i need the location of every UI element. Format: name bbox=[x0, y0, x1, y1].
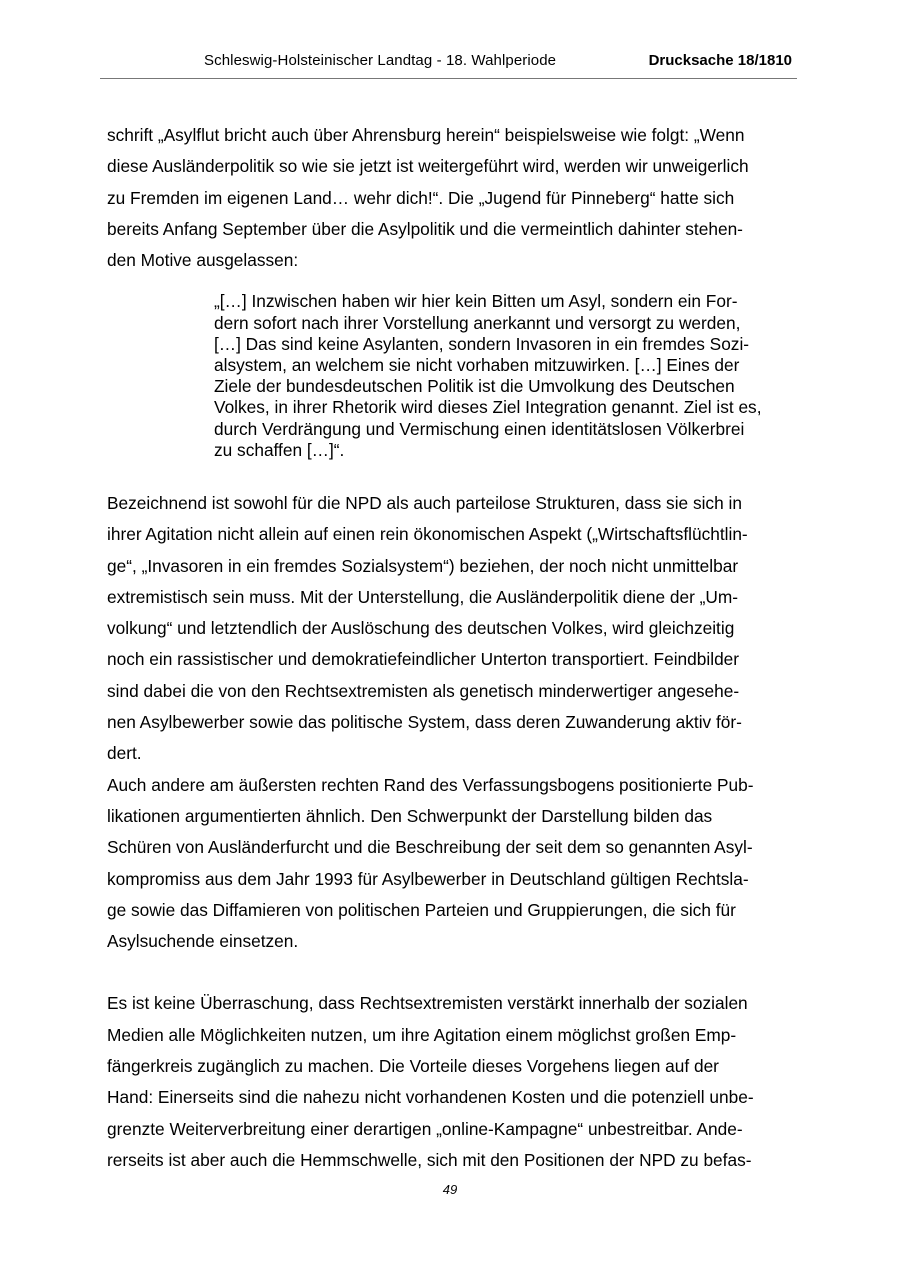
text-line: nen Asylbewerber sowie das politische System, dass deren Zuwanderung aktiv för- bbox=[107, 712, 742, 733]
text-line: noch ein rassistischer und demokratiefeindlicher Unterton transportiert. Feindbilder bbox=[107, 649, 740, 670]
text-line: sind dabei die von den Rechtsextremisten als genetisch minderwertiger angesehe- bbox=[107, 680, 740, 701]
text-line: rerseits ist aber auch die Hemmschwelle, sich mit den Positionen der NPD zu befas- bbox=[107, 1149, 752, 1170]
block-quote bbox=[214, 291, 797, 461]
text-line: diese Ausländerpolitik so wie sie jetzt ist weitergeführt wird, werden wir unweigerlich bbox=[107, 156, 749, 177]
text-line: Schüren von Ausländerfurcht und die Beschreibung der seit dem so genannten Asyl- bbox=[107, 837, 753, 858]
quote-line: Volkes, in ihrer Rhetorik wird dieses Ziel Integration genannt. Ziel ist es, bbox=[214, 397, 762, 418]
quote-line: […] Das sind keine Asylanten, sondern Invasoren in ein fremdes Sozi- bbox=[214, 333, 750, 354]
text-line: volkung“ und letztendlich der Auslöschung des deutschen Volkes, wird gleichzeitig bbox=[107, 618, 735, 639]
text-line: den Motive ausgelassen: bbox=[107, 250, 299, 271]
text-line: Auch andere am äußersten rechten Rand des Verfassungsbogens positionierte Pub- bbox=[107, 774, 754, 795]
quote-line: dern sofort nach ihrer Vorstellung anerkannt und versorgt zu werden, bbox=[214, 312, 741, 333]
paragraph-agitation bbox=[107, 488, 797, 770]
text-line: likationen argumentierten ähnlich. Den Schwerpunkt der Darstellung bilden das bbox=[107, 805, 713, 826]
paragraph-social-media bbox=[107, 988, 797, 1176]
quote-line: Ziele der bundesdeutschen Politik ist die Umvolkung des Deutschen bbox=[214, 376, 735, 397]
text-line: Bezeichnend ist sowohl für die NPD als auch parteilose Strukturen, dass sie sich in bbox=[107, 492, 742, 513]
header-title: Schleswig-Holsteinischer Landtag - 18. Wahlperiode bbox=[204, 52, 557, 69]
text-line: Medien alle Möglichkeiten nutzen, um ihre Agitation einem möglichst großen Emp- bbox=[107, 1024, 737, 1045]
quote-line: „[…] Inzwischen haben wir hier kein Bitten um Asyl, sondern ein For- bbox=[214, 291, 738, 312]
text-line: Es ist keine Überraschung, dass Rechtsextremisten verstärkt innerhalb der sozialen bbox=[107, 993, 748, 1014]
quote-line: durch Verdrängung und Vermischung einen identitätslosen Völkerbrei bbox=[214, 418, 745, 439]
document-number: Drucksache 18/1810 bbox=[648, 52, 792, 69]
text-line: dert. bbox=[107, 743, 142, 764]
text-line: Hand: Einerseits sind die nahezu nicht vorhandenen Kosten und die potenziell unbe- bbox=[107, 1087, 754, 1108]
document-body bbox=[107, 120, 797, 1176]
page-number: 49 bbox=[442, 1182, 458, 1197]
page-header bbox=[100, 50, 797, 79]
quote-line: zu schaffen […]“. bbox=[214, 439, 345, 460]
quote-line: alsystem, an welchem sie nicht vorhaben mitzuwirken. […] Eines der bbox=[214, 355, 740, 376]
paragraph-intro bbox=[107, 120, 797, 276]
text-line: ge“, „Invasoren in ein fremdes Sozialsystem“) beziehen, der noch nicht unmittelbar bbox=[107, 555, 739, 576]
text-line: grenzte Weiterverbreitung einer derartigen „online-Kampagne“ unbestreitbar. Ande- bbox=[107, 1118, 743, 1139]
text-line: kompromiss aus dem Jahr 1993 für Asylbewerber in Deutschland gültigen Rechtsla- bbox=[107, 868, 749, 889]
text-line: fängerkreis zugänglich zu machen. Die Vorteile dieses Vorgehens liegen auf der bbox=[107, 1056, 719, 1077]
text-line: zu Fremden im eigenen Land… wehr dich!“. Die „Jugend für Pinneberg“ hatte sich bbox=[107, 187, 735, 208]
text-line: ihrer Agitation nicht allein auf einen rein ökonomischen Aspekt („Wirtschaftsflüchtlin- bbox=[107, 524, 748, 545]
text-line: extremistisch sein muss. Mit der Unterstellung, die Ausländerpolitik diene der „Um- bbox=[107, 586, 739, 607]
text-line: schrift „Asylflut bricht auch über Ahrensburg herein“ beispielsweise wie folgt: „Wenn bbox=[107, 125, 745, 145]
text-line: ge sowie das Diffamieren von politischen Parteien und Gruppierungen, die sich für bbox=[107, 899, 736, 920]
text-line: Asylsuchende einsetzen. bbox=[107, 931, 299, 952]
text-line: bereits Anfang September über die Asylpolitik und die vermeintlich dahinter stehen- bbox=[107, 218, 743, 239]
paragraph-publications bbox=[107, 770, 797, 958]
